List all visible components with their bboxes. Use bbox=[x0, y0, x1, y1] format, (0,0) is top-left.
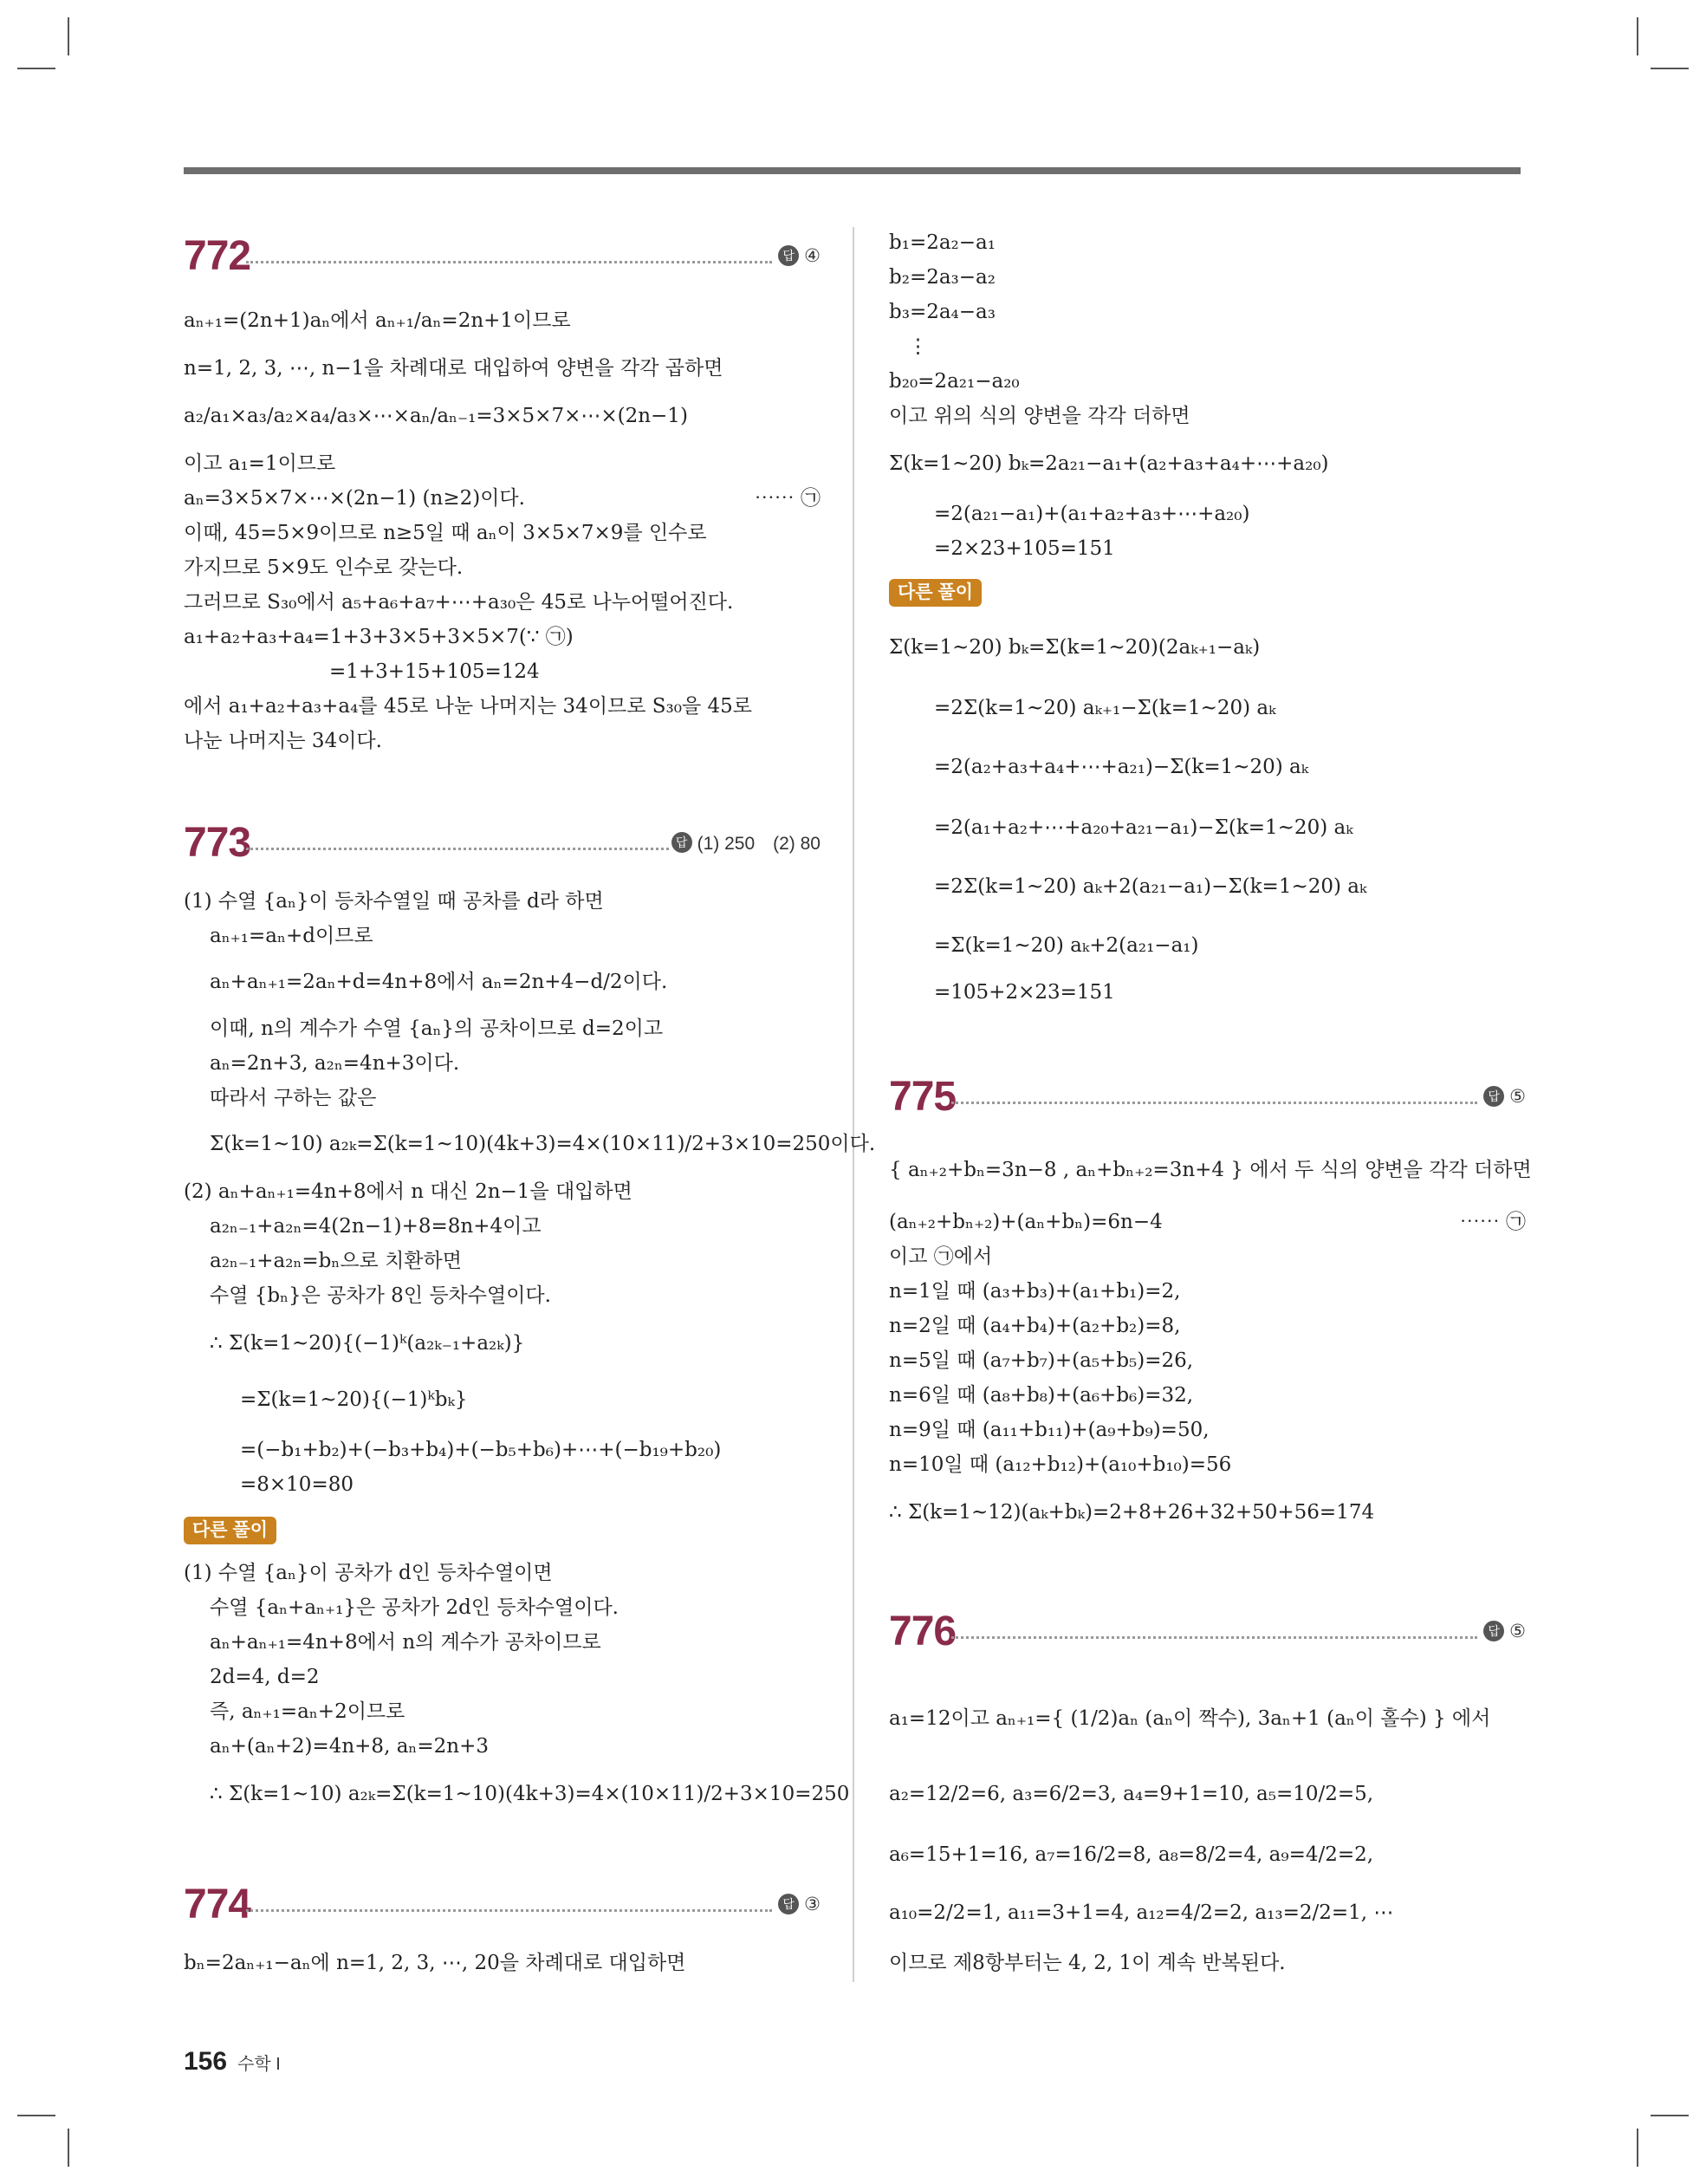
leader-dots bbox=[246, 261, 772, 263]
solution-line: n=2일 때 (a₄+b₄)+(a₂+b₂)=8, bbox=[889, 1315, 1181, 1337]
answer-label bbox=[671, 831, 821, 854]
solution-line: n=1일 때 (a₃+b₃)+(a₁+b₁)=2, bbox=[889, 1280, 1181, 1303]
alt-solution-line: =Σ(k=1~20) aₖ+2(a₂₁−a₁) bbox=[934, 934, 1199, 957]
answer-label bbox=[1483, 1085, 1526, 1108]
answer-value: ⑤ bbox=[1509, 1086, 1526, 1107]
solution-line: bₙ=2aₙ₊₁−aₙ에 n=1, 2, 3, ⋯, 20을 차례대로 대입하면 bbox=[184, 1952, 686, 1974]
solution-line: a₆=15+1=16, a₇=16/2=8, a₈=8/2=4, a₉=4/2=2, bbox=[889, 1843, 1374, 1866]
crop-mark bbox=[1651, 2115, 1689, 2116]
solution-line: =Σ(k=1~20){(−1)ᵏbₖ} bbox=[240, 1388, 468, 1411]
crop-mark bbox=[1637, 17, 1638, 55]
problem-number: 774 bbox=[184, 1882, 251, 1927]
problem-header-773 bbox=[184, 819, 821, 868]
solution-line: aₙ=3×5×7×⋯×(2n−1) (n≥2)이다. bbox=[184, 487, 525, 510]
problem-header-774 bbox=[184, 1881, 821, 1929]
crop-mark bbox=[17, 2115, 55, 2116]
alt-solution-line: =2Σ(k=1~20) aₖ+2(a₂₁−a₁)−Σ(k=1~20) aₖ bbox=[934, 875, 1367, 898]
solution-line: (1) 수열 {aₙ}이 등차수열일 때 공차를 d라 하면 bbox=[184, 890, 604, 913]
answer-badge-icon: 답 bbox=[1483, 1621, 1504, 1641]
crop-mark bbox=[1637, 2129, 1638, 2167]
solution-line: =1+3+15+105=124 bbox=[329, 660, 540, 683]
problem-header-776 bbox=[889, 1608, 1526, 1656]
solution-line: aₙ₊₁=(2n+1)aₙ에서 aₙ₊₁/aₙ=2n+1이므로 bbox=[184, 309, 571, 332]
crop-mark bbox=[68, 17, 69, 55]
solution-line: 수열 {bₙ}은 공차가 8인 등차수열이다. bbox=[210, 1284, 551, 1307]
solution-line: 이므로 제8항부터는 4, 2, 1이 계속 반복된다. bbox=[889, 1952, 1286, 1974]
solution-line: 이고 a₁=1이므로 bbox=[184, 452, 336, 475]
solution-line: 에서 a₁+a₂+a₃+a₄를 45로 나눈 나머지는 34이므로 S₃₀을 45로 bbox=[184, 695, 752, 718]
solution-line: a₂=12/2=6, a₃=6/2=3, a₄=9+1=10, a₅=10/2=5, bbox=[889, 1783, 1374, 1805]
solution-line: aₙ+aₙ₊₁=2aₙ+d=4n+8에서 aₙ=2n+4−d/2이다. bbox=[210, 971, 668, 993]
problem-number: 775 bbox=[889, 1074, 957, 1120]
solution-line: 이때, 45=5×9이므로 n≥5일 때 aₙ이 3×5×7×9를 인수로 bbox=[184, 522, 707, 544]
solution-line: n=1, 2, 3, ⋯, n−1을 차례대로 대입하여 양변을 각각 곱하면 bbox=[184, 357, 723, 380]
alt-solution-tag: 다른 풀이 bbox=[889, 579, 982, 607]
solution-line: b₁=2a₂−a₁ bbox=[889, 231, 996, 254]
problem-number: 772 bbox=[184, 233, 251, 279]
solution-line: a₁=12이고 aₙ₊₁={ (1/2)aₙ (aₙ이 짝수), 3aₙ+1 (aₙ이 홀수) } 에서 bbox=[889, 1707, 1491, 1730]
answer-label bbox=[1483, 1620, 1526, 1642]
crop-mark bbox=[17, 68, 55, 69]
answer-badge-icon: 답 bbox=[778, 1894, 799, 1914]
answer-label bbox=[778, 244, 821, 267]
page-footer bbox=[184, 2047, 281, 2077]
solution-line: =2(a₂₁−a₁)+(a₁+a₂+a₃+⋯+a₂₀) bbox=[934, 503, 1250, 525]
solution-line: a₂ₙ₋₁+a₂ₙ=4(2n−1)+8=8n+4이고 bbox=[210, 1215, 542, 1238]
solution-line: b₂₀=2a₂₁−a₂₀ bbox=[889, 370, 1020, 393]
leader-dots bbox=[951, 1636, 1477, 1639]
solution-line: =2×23+105=151 bbox=[934, 537, 1115, 560]
solution-line: (2) aₙ+aₙ₊₁=4n+8에서 n 대신 2n−1을 대입하면 bbox=[184, 1180, 632, 1203]
solution-line: =8×10=80 bbox=[240, 1473, 354, 1496]
alt-solution-line: ∴ Σ(k=1~10) a₂ₖ=Σ(k=1~10)(4k+3)=4×(10×11)/2+3×10=250 bbox=[210, 1783, 850, 1805]
alt-solution-line: =2(a₂+a₃+a₄+⋯+a₂₁)−Σ(k=1~20) aₖ bbox=[934, 756, 1309, 778]
alt-solution-line: 2d=4, d=2 bbox=[210, 1666, 320, 1688]
page-number: 156 bbox=[184, 2047, 228, 2076]
book-title: 수학 I bbox=[237, 2055, 281, 2074]
problem-header-772 bbox=[184, 232, 821, 281]
solution-line: a₁+a₂+a₃+a₄=1+3+3×5+3×5×7(∵ ㉠) bbox=[184, 626, 574, 648]
alt-solution-tag: 다른 풀이 bbox=[184, 1517, 276, 1544]
answer-label bbox=[778, 1893, 821, 1915]
problem-number: 773 bbox=[184, 820, 251, 866]
leader-dots bbox=[246, 1909, 772, 1912]
answer-value: ④ bbox=[804, 245, 821, 266]
alt-solution-line: =105+2×23=151 bbox=[934, 981, 1115, 1004]
alt-solution-line: aₙ+(aₙ+2)=4n+8, aₙ=2n+3 bbox=[210, 1735, 489, 1758]
solution-line: =(−b₁+b₂)+(−b₃+b₄)+(−b₅+b₆)+⋯+(−b₁₉+b₂₀) bbox=[240, 1439, 722, 1461]
answer-badge-icon: 답 bbox=[671, 832, 692, 853]
solution-line: 이고 ㉠에서 bbox=[889, 1245, 993, 1268]
alt-solution-line: (1) 수열 {aₙ}이 공차가 d인 등차수열이면 bbox=[184, 1562, 553, 1584]
solution-line: aₙ₊₁=aₙ+d이므로 bbox=[210, 925, 373, 947]
solution-line: Σ(k=1~20) bₖ=2a₂₁−a₁+(a₂+a₃+a₄+⋯+a₂₀) bbox=[889, 452, 1329, 475]
solution-line: 이때, n의 계수가 수열 {aₙ}의 공차이므로 d=2이고 bbox=[210, 1017, 664, 1040]
solution-line: 가지므로 5×9도 인수로 갖는다. bbox=[184, 556, 464, 579]
solution-line: a₂ₙ₋₁+a₂ₙ=bₙ으로 치환하면 bbox=[210, 1250, 462, 1272]
solution-line: n=6일 때 (a₈+b₈)+(a₆+b₆)=32, bbox=[889, 1384, 1194, 1407]
alt-solution-line: aₙ+aₙ₊₁=4n+8에서 n의 계수가 공차이므로 bbox=[210, 1631, 601, 1654]
crop-mark bbox=[1651, 68, 1689, 69]
answer-value: ⑤ bbox=[1509, 1621, 1526, 1641]
solution-line: a₁₀=2/2=1, a₁₁=3+1=4, a₁₂=4/2=2, a₁₃=2/2=1, ⋯ bbox=[889, 1901, 1394, 1924]
solution-line: Σ(k=1~10) a₂ₖ=Σ(k=1~10)(4k+3)=4×(10×11)/2+3×10=250이다. bbox=[210, 1133, 876, 1155]
column-divider bbox=[853, 227, 854, 1982]
solution-line: b₂=2a₃−a₂ bbox=[889, 266, 996, 289]
alt-solution-line: Σ(k=1~20) bₖ=Σ(k=1~20)(2aₖ₊₁−aₖ) bbox=[889, 636, 1261, 659]
crop-mark bbox=[68, 2129, 69, 2167]
problem-header-775 bbox=[889, 1073, 1526, 1121]
answer-badge-icon: 답 bbox=[778, 245, 799, 266]
solution-line: (aₙ₊₂+bₙ₊₂)+(aₙ+bₙ)=6n−4 bbox=[889, 1211, 1163, 1233]
alt-solution-line: 수열 {aₙ+aₙ₊₁}은 공차가 2d인 등차수열이다. bbox=[210, 1596, 619, 1619]
top-rule bbox=[184, 167, 1521, 174]
solution-line: ⋮ bbox=[908, 335, 928, 358]
solution-line: ∴ Σ(k=1~20){(−1)ᵏ(a₂ₖ₋₁+a₂ₖ)} bbox=[210, 1332, 525, 1355]
solution-line: 이고 위의 식의 양변을 각각 더하면 bbox=[889, 405, 1190, 427]
alt-solution-line: 즉, aₙ₊₁=aₙ+2이므로 bbox=[210, 1700, 405, 1723]
solution-line: n=10일 때 (a₁₂+b₁₂)+(a₁₀+b₁₀)=56 bbox=[889, 1453, 1232, 1476]
solution-line: b₃=2a₄−a₃ bbox=[889, 301, 996, 323]
equation-marker: ⋯⋯ ㉠ bbox=[1459, 1211, 1526, 1233]
solution-line: 따라서 구하는 값은 bbox=[210, 1087, 377, 1109]
solution-line: a₂/a₁×a₃/a₂×a₄/a₃×⋯×aₙ/aₙ₋₁=3×5×7×⋯×(2n−1) bbox=[184, 405, 688, 427]
alt-solution-line: =2Σ(k=1~20) aₖ₊₁−Σ(k=1~20) aₖ bbox=[934, 697, 1276, 719]
solution-line: { aₙ₊₂+bₙ=3n−8 , aₙ+bₙ₊₂=3n+4 } 에서 두 식의 양변을 각각 더하면 bbox=[889, 1159, 1532, 1181]
problem-number: 776 bbox=[889, 1609, 957, 1654]
solution-line: n=9일 때 (a₁₁+b₁₁)+(a₉+b₉)=50, bbox=[889, 1419, 1210, 1441]
alt-solution-line: =2(a₁+a₂+⋯+a₂₀+a₂₁−a₁)−Σ(k=1~20) aₖ bbox=[934, 816, 1353, 839]
solution-line: aₙ=2n+3, a₂ₙ=4n+3이다. bbox=[210, 1052, 460, 1075]
answer-badge-icon: 답 bbox=[1483, 1086, 1504, 1107]
leader-dots bbox=[951, 1102, 1477, 1104]
solution-line: n=5일 때 (a₇+b₇)+(a₅+b₅)=26, bbox=[889, 1349, 1194, 1372]
answer-value: (1) 250 (2) 80 bbox=[697, 834, 821, 854]
answer-value: ③ bbox=[804, 1894, 821, 1914]
solution-line: ∴ Σ(k=1~12)(aₖ+bₖ)=2+8+26+32+50+56=174 bbox=[889, 1501, 1375, 1524]
solution-line: 나눈 나머지는 34이다. bbox=[184, 730, 382, 752]
equation-marker: ⋯⋯ ㉠ bbox=[754, 487, 821, 510]
solution-line: 그러므로 S₃₀에서 a₅+a₆+a₇+⋯+a₃₀은 45로 나누어떨어진다. bbox=[184, 591, 734, 614]
leader-dots bbox=[246, 848, 669, 850]
